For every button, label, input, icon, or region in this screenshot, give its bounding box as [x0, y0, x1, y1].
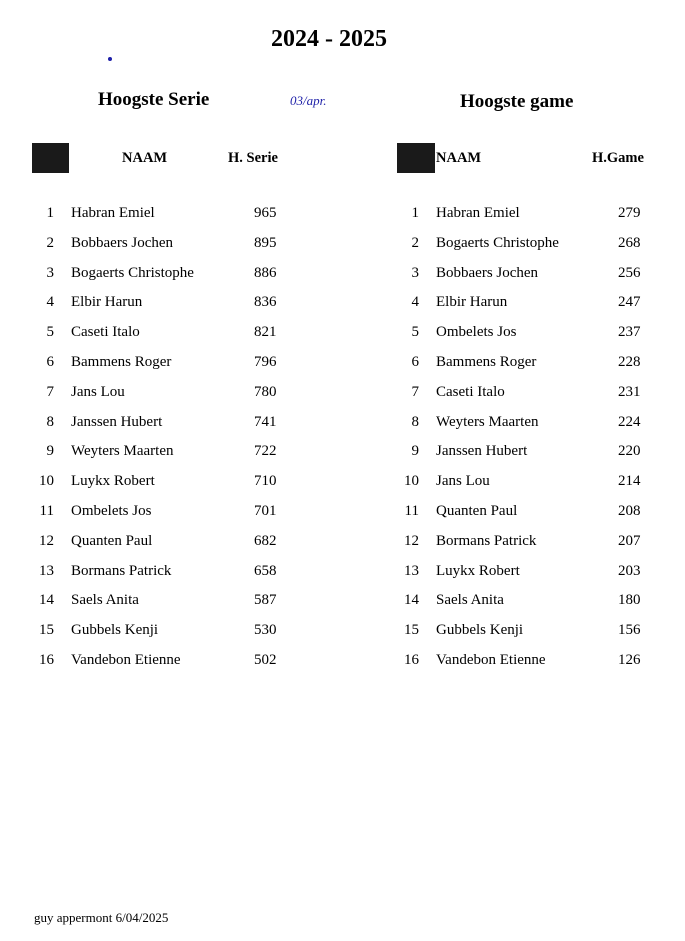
table-row: [0, 384, 685, 414]
right-header-block: [397, 143, 435, 173]
player-name: Jans Lou: [71, 383, 125, 400]
player-name: Janssen Hubert: [71, 413, 163, 430]
rank: 10: [39, 473, 54, 490]
rank: 6: [46, 353, 54, 370]
rank: 9: [46, 443, 54, 460]
score: 965: [254, 205, 277, 221]
player-name: Jans Lou: [436, 473, 490, 490]
rank: 14: [404, 592, 419, 609]
rank: 8: [46, 413, 54, 430]
rank: 11: [404, 502, 419, 519]
player-name: Bobbaers Jochen: [436, 264, 539, 281]
score: 126: [618, 651, 641, 668]
left-section-title: Hoogste Serie: [98, 89, 210, 110]
player-name: Quanten Paul: [436, 502, 518, 519]
table-row: [0, 563, 685, 593]
rank: 4: [411, 294, 419, 311]
score: 821: [254, 324, 277, 341]
score: 796: [254, 353, 277, 370]
table-row: [0, 503, 685, 533]
table-row: [0, 533, 685, 563]
rank: 1: [411, 205, 419, 221]
score: 156: [618, 622, 641, 639]
score: 701: [254, 502, 277, 519]
score: 279: [618, 205, 641, 221]
score: 741: [254, 413, 277, 430]
table-row: [0, 443, 685, 473]
score: 722: [254, 443, 277, 460]
player-name: Bammens Roger: [71, 353, 172, 370]
score: 180: [618, 592, 641, 609]
rank: 13: [39, 562, 54, 579]
player-name: Weyters Maarten: [71, 443, 174, 460]
rank: 2: [46, 234, 54, 251]
table-row: [0, 592, 685, 622]
rank: 12: [404, 532, 419, 549]
player-name: Quanten Paul: [71, 532, 153, 549]
score: 658: [254, 562, 277, 579]
player-name: Elbir Harun: [436, 294, 508, 311]
score: 530: [254, 622, 277, 639]
player-name: Caseti Italo: [71, 324, 140, 341]
score: 682: [254, 532, 277, 549]
player-name: Bobbaers Jochen: [71, 234, 174, 251]
score: 203: [618, 562, 641, 579]
score: 587: [254, 592, 277, 609]
score: 237: [618, 324, 641, 341]
left-header-block: [32, 143, 69, 173]
rank: 5: [411, 324, 419, 341]
score: 886: [254, 264, 277, 281]
left-col-value-header: H. Serie: [228, 150, 278, 166]
player-name: Vandebon Etienne: [71, 651, 181, 668]
table-row: [0, 205, 685, 235]
left-col-name-header: NAAM: [122, 150, 168, 166]
table-row: [0, 414, 685, 444]
ink-dot: [108, 57, 112, 61]
table-row: [0, 354, 685, 384]
table-row: [0, 235, 685, 265]
player-name: Ombelets Jos: [71, 502, 152, 519]
score: 268: [618, 234, 641, 251]
player-name: Ombelets Jos: [436, 324, 517, 341]
player-name: Weyters Maarten: [436, 413, 539, 430]
rank: 3: [411, 264, 419, 281]
rank: 15: [404, 622, 419, 639]
player-name: Bormans Patrick: [436, 532, 537, 549]
right-table: [0, 205, 685, 682]
rank: 3: [46, 264, 54, 281]
table-row: [0, 294, 685, 324]
handwritten-note: 03/apr.: [290, 93, 327, 108]
score: 895: [254, 234, 277, 251]
player-name: Janssen Hubert: [436, 443, 528, 460]
player-name: Bogaerts Christophe: [436, 234, 559, 251]
score: 228: [618, 353, 641, 370]
rank: 7: [411, 383, 419, 400]
rank: 11: [39, 502, 54, 519]
right-col-name-header: NAAM: [436, 150, 482, 166]
score: 214: [618, 473, 641, 490]
score: 220: [618, 443, 641, 460]
page-title: 2024 - 2025: [271, 26, 387, 52]
right-section-title: Hoogste game: [460, 91, 574, 112]
score: 224: [618, 413, 641, 430]
player-name: Habran Emiel: [71, 205, 155, 221]
table-row: [0, 324, 685, 354]
rank: 12: [39, 532, 54, 549]
rank: 13: [404, 562, 419, 579]
rank: 6: [411, 353, 419, 370]
rank: 7: [46, 383, 54, 400]
rank: 1: [46, 205, 54, 221]
player-name: Bammens Roger: [436, 353, 537, 370]
table-row: [0, 473, 685, 503]
score: 208: [618, 502, 641, 519]
rank: 8: [411, 413, 419, 430]
player-name: Gubbels Kenji: [71, 622, 159, 639]
rank: 4: [46, 294, 54, 311]
score: 710: [254, 473, 277, 490]
player-name: Habran Emiel: [436, 205, 520, 221]
table-row: [0, 265, 685, 295]
rank: 15: [39, 622, 54, 639]
score: 780: [254, 383, 277, 400]
rank: 9: [411, 443, 419, 460]
score: 207: [618, 532, 641, 549]
score: 256: [618, 264, 641, 281]
table-row: [0, 652, 685, 682]
rank: 16: [39, 651, 54, 668]
player-name: Elbir Harun: [71, 294, 143, 311]
score: 836: [254, 294, 277, 311]
player-name: Vandebon Etienne: [436, 651, 546, 668]
player-name: Saels Anita: [436, 592, 504, 609]
score: 247: [618, 294, 641, 311]
rank: 5: [46, 324, 54, 341]
footer-signature: guy appermont 6/04/2025: [34, 910, 169, 925]
player-name: Bogaerts Christophe: [71, 264, 194, 281]
player-name: Bormans Patrick: [71, 562, 172, 579]
right-col-value-header: H.Game: [592, 150, 644, 166]
table-row: [0, 622, 685, 652]
player-name: Luykx Robert: [436, 562, 520, 579]
player-name: Saels Anita: [71, 592, 139, 609]
rank: 10: [404, 473, 419, 490]
rank: 16: [404, 651, 419, 668]
player-name: Caseti Italo: [436, 383, 505, 400]
rank: 14: [39, 592, 54, 609]
rank: 2: [411, 234, 419, 251]
score: 231: [618, 383, 641, 400]
player-name: Luykx Robert: [71, 473, 155, 490]
player-name: Gubbels Kenji: [436, 622, 524, 639]
score: 502: [254, 651, 277, 668]
